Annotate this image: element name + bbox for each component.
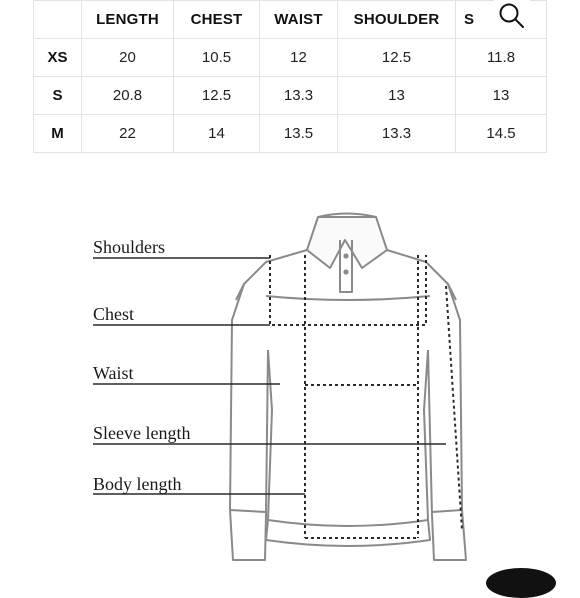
label-sleeve-length: Sleeve length bbox=[93, 423, 191, 443]
row-size-label: XS bbox=[34, 39, 82, 77]
corner-overlay bbox=[486, 568, 556, 598]
size-chart-table bbox=[33, 0, 547, 153]
header-shoulder: SHOULDER bbox=[338, 1, 456, 39]
label-waist: Waist bbox=[93, 363, 134, 383]
shirt-illustration bbox=[230, 214, 466, 561]
table-cell: 10.5 bbox=[174, 39, 260, 77]
header-chest: CHEST bbox=[174, 1, 260, 39]
row-size-label: S bbox=[34, 77, 82, 115]
table-row bbox=[34, 39, 547, 77]
table-cell: 20 bbox=[82, 39, 174, 77]
table-cell: 13 bbox=[456, 77, 547, 115]
table-cell: 12 bbox=[260, 39, 338, 77]
label-shoulders: Shoulders bbox=[93, 237, 165, 257]
header-sleeve: S bbox=[456, 1, 547, 39]
row-size-label: M bbox=[34, 115, 82, 153]
search-icon bbox=[497, 1, 527, 31]
table-cell: 13 bbox=[338, 77, 456, 115]
table-cell: 13.3 bbox=[338, 115, 456, 153]
table-cell: 22 bbox=[82, 115, 174, 153]
header-length: LENGTH bbox=[82, 1, 174, 39]
header-waist: WAIST bbox=[260, 1, 338, 39]
header-empty bbox=[34, 1, 82, 39]
table-cell: 14 bbox=[174, 115, 260, 153]
table-cell: 14.5 bbox=[456, 115, 547, 153]
label-chest: Chest bbox=[93, 304, 135, 324]
measurement-diagram bbox=[0, 195, 580, 580]
table-cell: 12.5 bbox=[174, 77, 260, 115]
table-row bbox=[34, 115, 547, 153]
measurement-guides bbox=[270, 255, 462, 538]
table-cell: 11.8 bbox=[456, 39, 547, 77]
table-row bbox=[34, 77, 547, 115]
table-cell: 13.5 bbox=[260, 115, 338, 153]
table-cell: 20.8 bbox=[82, 77, 174, 115]
table-cell: 13.3 bbox=[260, 77, 338, 115]
search-button[interactable] bbox=[494, 0, 530, 32]
label-body-length: Body length bbox=[93, 474, 182, 494]
table-cell: 12.5 bbox=[338, 39, 456, 77]
table-header-row bbox=[34, 1, 547, 39]
